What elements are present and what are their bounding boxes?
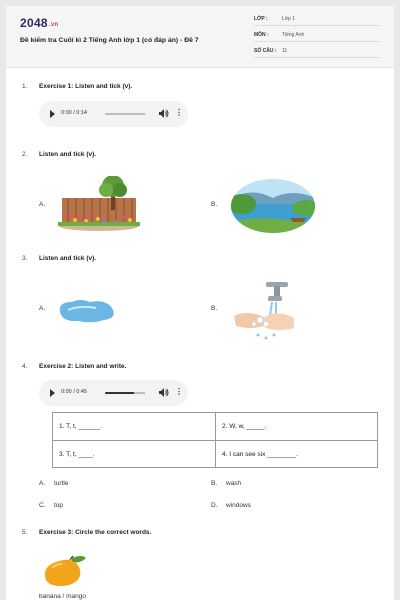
question-text: Exercise 3: Circle the correct words. (39, 529, 152, 536)
choice-text[interactable]: windows (226, 502, 251, 509)
play-icon[interactable] (50, 389, 55, 397)
worksheet (6, 6, 394, 600)
meta-value: Lớp 1 (282, 16, 296, 22)
word-choice[interactable]: banana / mango (39, 593, 86, 600)
writing-table (52, 412, 378, 468)
volume-icon[interactable] (159, 388, 169, 397)
question-text: Exercise 2: Listen and write. (39, 363, 127, 370)
question-text: Listen and tick (v). (39, 255, 97, 262)
volume-icon[interactable] (159, 109, 169, 118)
garden-image[interactable] (58, 176, 140, 232)
choice-text[interactable]: wash (226, 480, 242, 487)
site-logo[interactable]: 2048.vn (20, 16, 59, 30)
option-letter[interactable]: B. (211, 305, 218, 312)
audio-seek-bar[interactable] (105, 392, 145, 394)
lake-image[interactable] (230, 178, 316, 234)
audio-player-2[interactable] (39, 380, 188, 406)
question-text: Listen and tick (v). (39, 151, 97, 158)
meta-value: Tiếng Anh (282, 32, 305, 38)
table-divider (53, 440, 377, 441)
table-cell[interactable]: 2. W, w, _____. (222, 423, 267, 430)
washing-hands-image[interactable] (232, 280, 296, 342)
more-options-icon[interactable]: ⋮ (175, 108, 183, 117)
audio-seek-bar[interactable] (105, 113, 145, 115)
audio-player-1[interactable] (39, 101, 188, 127)
meta-count-row (254, 46, 380, 58)
table-cell[interactable]: 4. I can see six ________. (222, 451, 298, 458)
meta-label: SỐ CÂU : (254, 48, 277, 54)
option-letter[interactable]: A. (39, 305, 46, 312)
table-cell[interactable]: 1. T, t, ______. (59, 423, 102, 430)
question-number: 2. (22, 151, 28, 158)
meta-label: LỚP : (254, 16, 268, 22)
meta-class-row (254, 14, 380, 26)
page-header (6, 6, 394, 68)
meta-value: 11 (282, 48, 288, 54)
page-title: Đề kiểm tra Cuối kì 2 Tiếng Anh lớp 1 (có đáp án) - Đề 7 (20, 37, 199, 44)
choice-text[interactable]: top (54, 502, 64, 509)
question-number: 5. (22, 529, 28, 536)
question-number: 4. (22, 363, 28, 370)
option-letter[interactable]: B. (211, 201, 218, 208)
choice-letter[interactable]: C. (39, 502, 46, 509)
more-options-icon[interactable]: ⋮ (175, 387, 183, 396)
table-cell[interactable]: 3. T, t, ____. (59, 451, 95, 458)
meta-subject-row (254, 30, 380, 42)
choice-letter[interactable]: A. (39, 480, 46, 487)
audio-time: 0:00 / 0:45 (61, 389, 87, 395)
puddle-image[interactable] (56, 296, 118, 326)
mango-image (42, 552, 88, 588)
play-icon[interactable] (50, 110, 55, 118)
choice-text[interactable]: turtle (54, 480, 69, 487)
option-letter[interactable]: A. (39, 201, 46, 208)
meta-label: MÔN : (254, 32, 269, 38)
question-text: Exercise 1: Listen and tick (v). (39, 83, 133, 90)
audio-time: 0:00 / 0:14 (61, 110, 87, 116)
question-number: 1. (22, 83, 28, 90)
choice-letter[interactable]: D. (211, 502, 218, 509)
choice-letter[interactable]: B. (211, 480, 218, 487)
question-number: 3. (22, 255, 28, 262)
